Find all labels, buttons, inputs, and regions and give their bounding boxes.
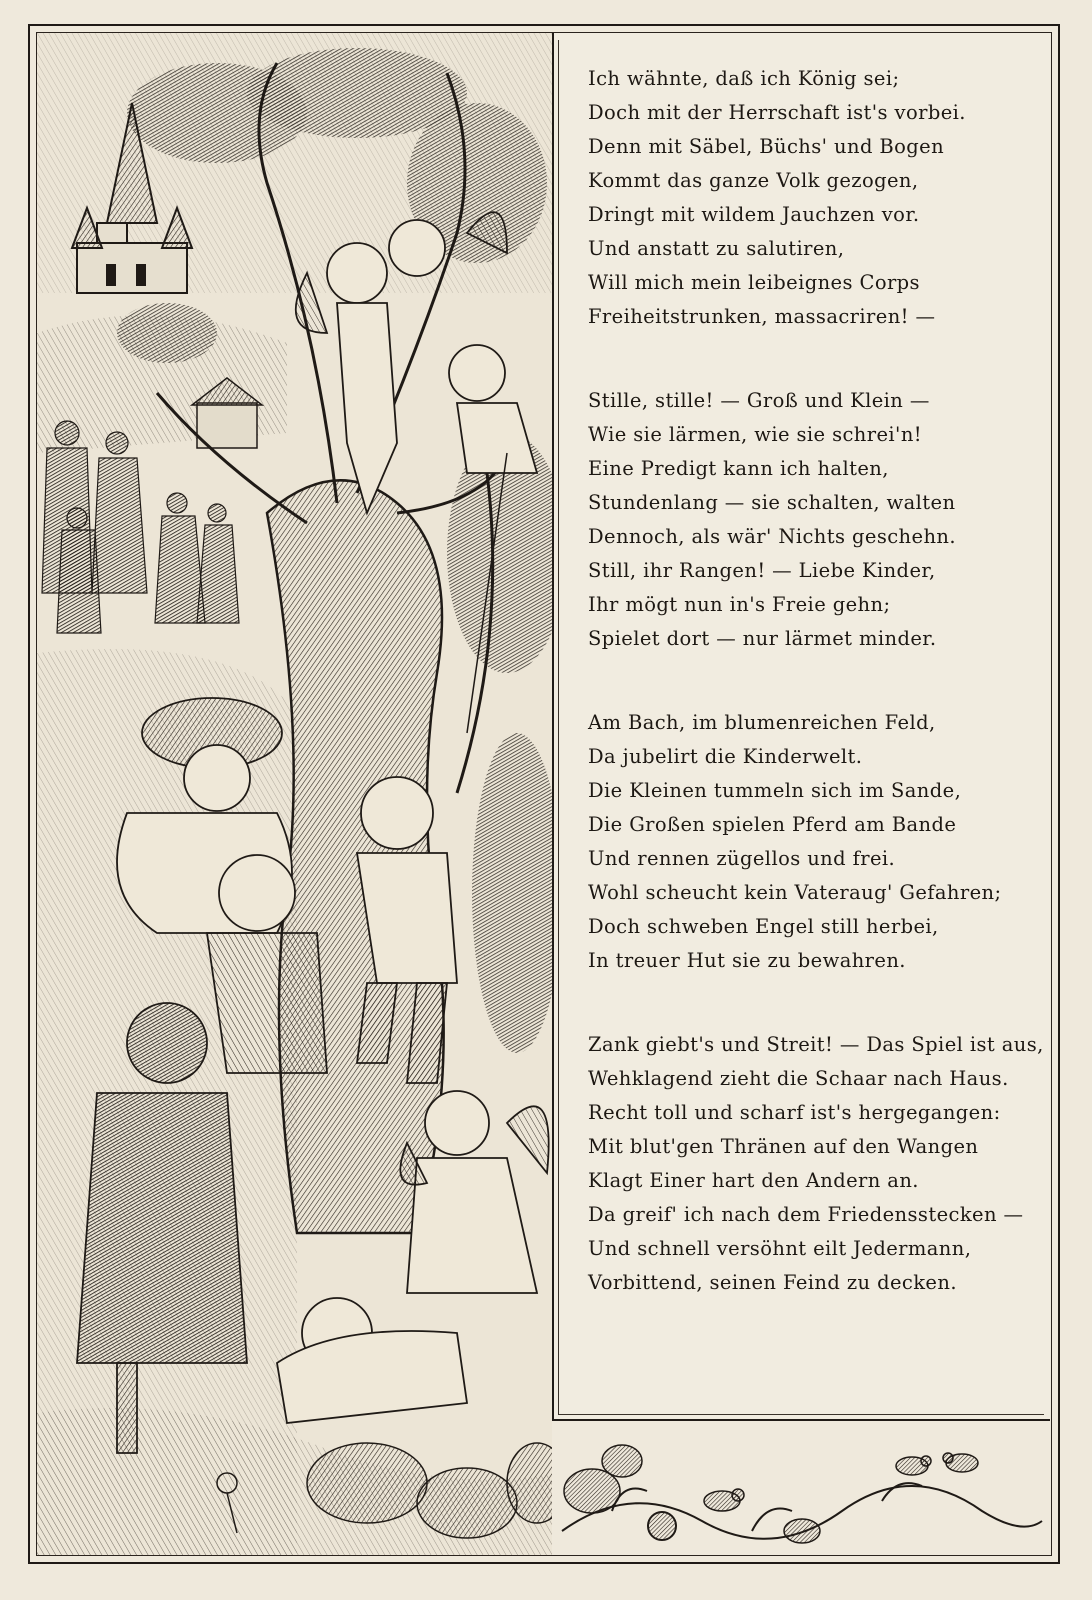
poem-line: Die Kleinen tummeln sich im Sande, bbox=[588, 779, 962, 802]
poem-line: Will mich mein leibeignes Corps bbox=[588, 271, 920, 294]
poem-line: Kommt das ganze Volk gezogen, bbox=[588, 169, 919, 192]
poem-line: Vorbittend, seinen Feind zu decken. bbox=[588, 1271, 957, 1294]
poem-stanza-4 bbox=[588, 1028, 1044, 1300]
poem-stanza-1 bbox=[588, 62, 1038, 334]
poem-stanza-3 bbox=[588, 706, 1038, 978]
ornamental-frieze bbox=[552, 1421, 1050, 1555]
poem-line: Recht toll und scharf ist's hergegangen: bbox=[588, 1101, 1001, 1124]
poem-line: Und anstatt zu salutiren, bbox=[588, 237, 845, 260]
poem-line: Still, ihr Rangen! — Liebe Kinder, bbox=[588, 559, 936, 582]
poem-text bbox=[588, 62, 1044, 1300]
poem-line: Ihr mögt nun in's Freie gehn; bbox=[588, 593, 891, 616]
poem-line: Wie sie lärmen, wie sie schrei'n! bbox=[588, 423, 923, 446]
poem-line: Ich wähnte, daß ich König sei; bbox=[588, 67, 900, 90]
poem-line: Und rennen zügellos und frei. bbox=[588, 847, 896, 870]
poem-line: In treuer Hut sie zu bewahren. bbox=[588, 949, 906, 972]
poem-line: Doch schweben Engel still herbei, bbox=[588, 915, 939, 938]
poem-line: Klagt Einer hart den Andern an. bbox=[588, 1169, 919, 1192]
poem-line: Freiheitstrunken, massacriren! — bbox=[588, 305, 936, 328]
poem-line: Doch mit der Herrschaft ist's vorbei. bbox=[588, 101, 966, 124]
poem-line: Mit blut'gen Thränen auf den Wangen bbox=[588, 1135, 979, 1158]
poem-line: Dennoch, als wär' Nichts geschehn. bbox=[588, 525, 956, 548]
poem-line: Spielet dort — nur lärmet minder. bbox=[588, 627, 937, 650]
engraving-illustration bbox=[37, 33, 557, 1555]
poem-line: Die Großen spielen Pferd am Bande bbox=[588, 813, 957, 836]
poem-line: Wehklagend zieht die Schaar nach Haus. bbox=[588, 1067, 1009, 1090]
poem-line: Da jubelirt die Kinderwelt. bbox=[588, 745, 863, 768]
poem-line: Da greif' ich nach dem Friedensstecken — bbox=[588, 1203, 1024, 1226]
poem-line: Zank giebt's und Streit! — Das Spiel ist aus, bbox=[588, 1033, 1044, 1056]
poem-line: Dringt mit wildem Jauchzen vor. bbox=[588, 203, 920, 226]
poem-line: Wohl scheucht kein Vateraug' Gefahren; bbox=[588, 881, 1002, 904]
poem-line: Stille, stille! — Groß und Klein — bbox=[588, 389, 930, 412]
poem-line: Und schnell versöhnt eilt Jedermann, bbox=[588, 1237, 972, 1260]
poem-line: Stundenlang — sie schalten, walten bbox=[588, 491, 956, 514]
poem-line: Am Bach, im blumenreichen Feld, bbox=[588, 711, 936, 734]
poem-stanza-2 bbox=[588, 384, 1038, 656]
poem-line: Denn mit Säbel, Büchs' und Bogen bbox=[588, 135, 945, 158]
poem-line: Eine Predigt kann ich halten, bbox=[588, 457, 889, 480]
